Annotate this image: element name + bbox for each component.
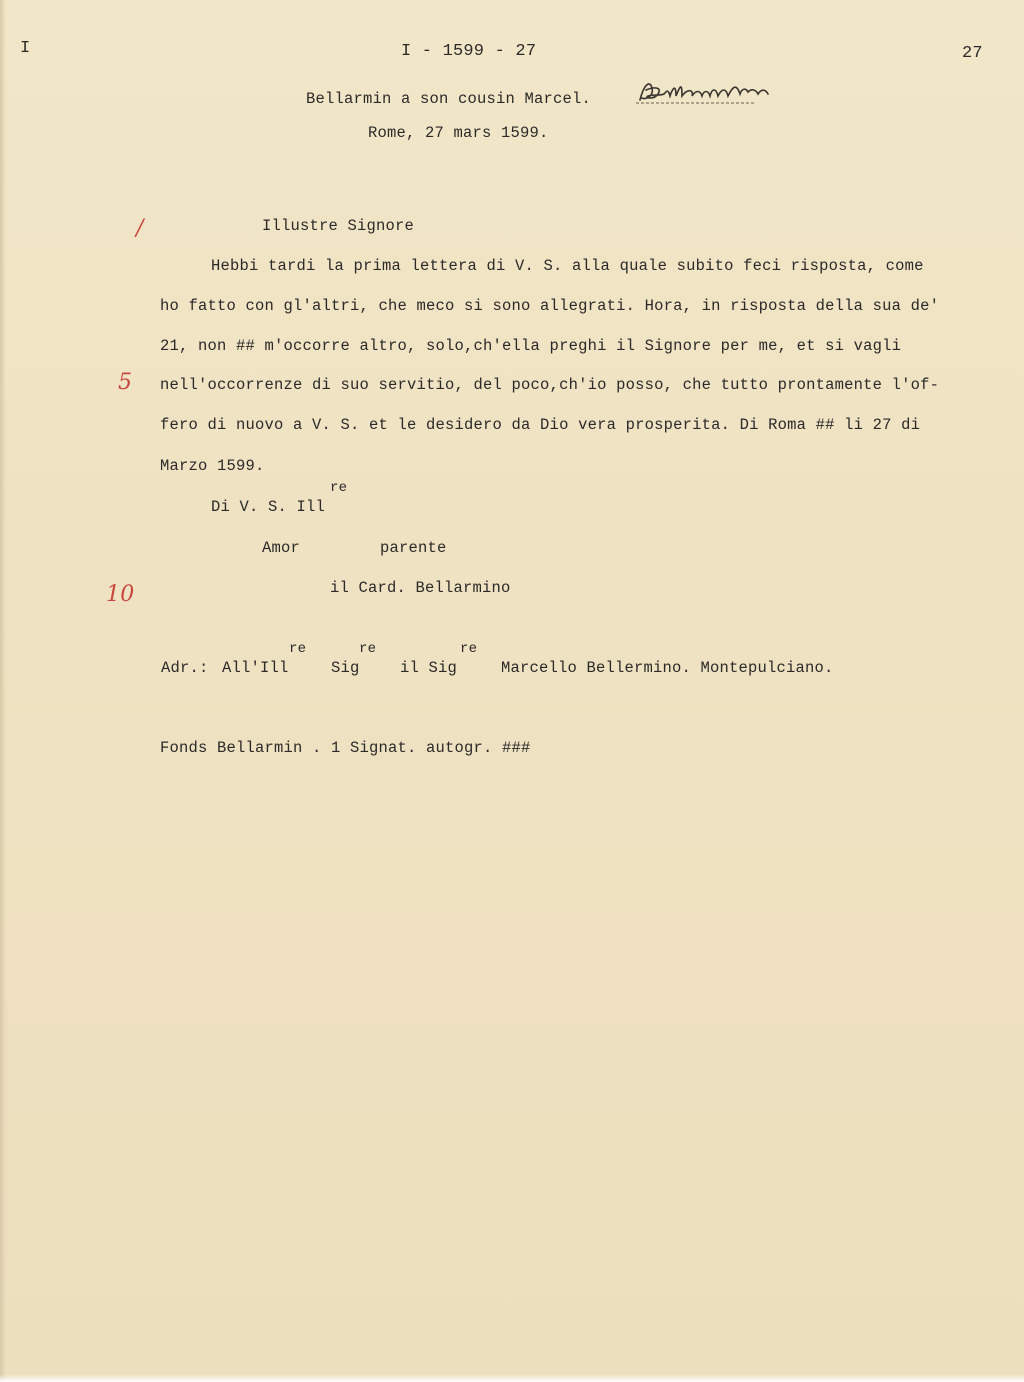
- letter-line: Marzo 1599.: [160, 457, 265, 475]
- address-part: il Sig: [400, 659, 458, 677]
- closing-word-right: parente: [380, 539, 447, 557]
- place-date: Rome, 27 mars 1599.: [368, 124, 549, 142]
- margin-mark-10: 10: [106, 582, 135, 607]
- left-marker: I: [20, 39, 31, 58]
- closing-formula: Di V. S. Ill: [211, 498, 326, 516]
- address-label: Adr.:: [161, 659, 209, 677]
- address-superscript: re: [359, 641, 377, 657]
- letter-line: fero di nuovo a V. S. et le desidero da Dio vera prosperita. Di Roma ## li 27 di: [160, 416, 921, 434]
- document-reference: I - 1599 - 27: [401, 42, 537, 61]
- closing-word-left: Amor: [262, 539, 301, 557]
- address-part: All'Ill: [222, 659, 289, 677]
- salutation: Illustre Signore: [262, 217, 415, 235]
- address-superscript: re: [289, 641, 307, 657]
- margin-mark-1: /: [136, 216, 144, 241]
- handwritten-annotation: [636, 74, 816, 110]
- address-part: Marcello Bellermino. Montepulciano.: [501, 659, 834, 677]
- page-bottom-edge: [0, 1374, 1024, 1382]
- letter-line: ho fatto con gl'altri, che meco si sono allegrati. Hora, in risposta della sua de': [160, 297, 940, 315]
- signature: il Card. Bellarmino: [330, 579, 511, 597]
- address-part: Sig: [331, 659, 360, 677]
- letter-line: Hebbi tardi la prima lettera di V. S. alla quale subito feci risposta, come: [211, 257, 924, 275]
- letter-title: Bellarmin a son cousin Marcel.: [306, 90, 592, 108]
- closing-superscript: re: [330, 480, 348, 496]
- source-note: Fonds Bellarmin . 1 Signat. autogr. ###: [160, 739, 531, 757]
- letter-line: nell'occorrenze di suo servitio, del poco,ch'io posso, che tutto prontamente l'of-: [160, 376, 940, 394]
- letter-line: 21, non ## m'occorre altro, solo,ch'ella preghi il Signore per me, et si vagli: [160, 337, 902, 355]
- page-number: 27: [962, 44, 983, 63]
- address-superscript: re: [460, 641, 478, 657]
- margin-mark-5: 5: [118, 370, 133, 395]
- page-edge-shadow: [0, 0, 6, 1382]
